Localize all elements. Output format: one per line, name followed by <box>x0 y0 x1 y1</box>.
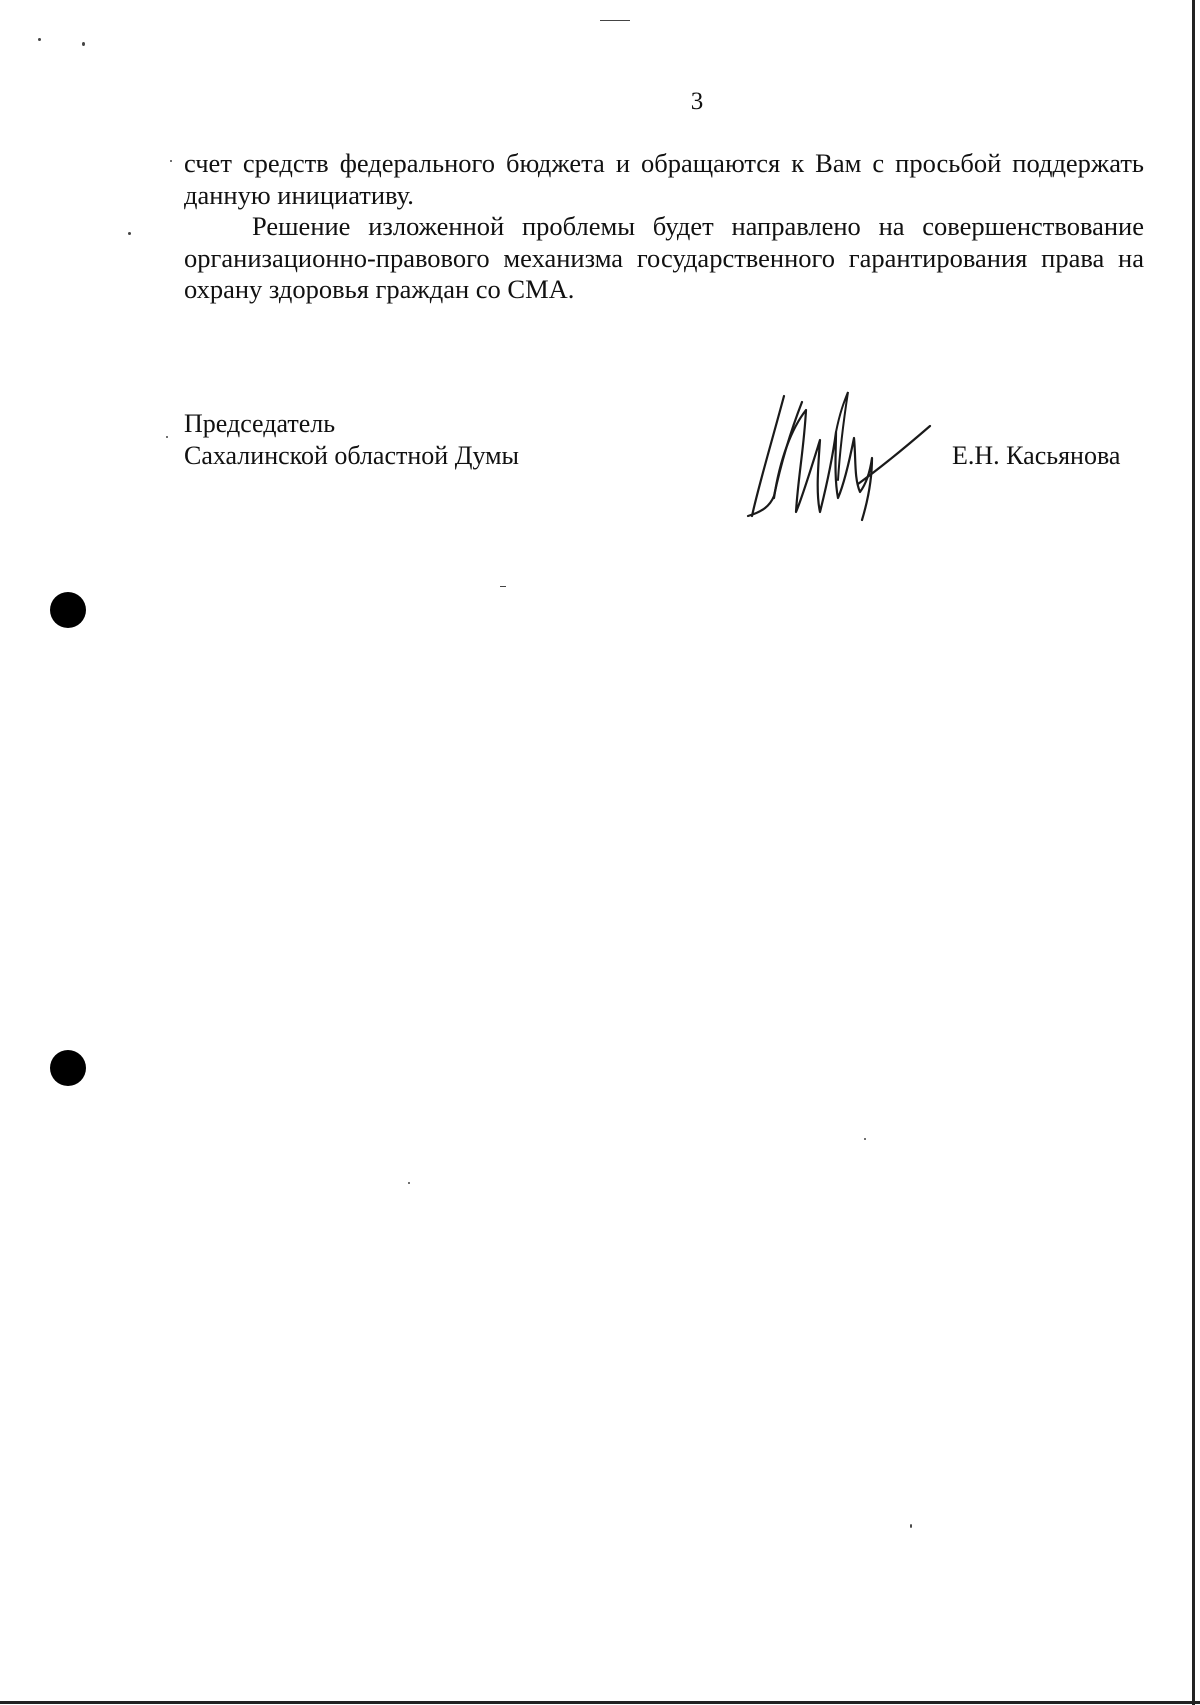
scan-edge-bottom <box>0 1701 1200 1704</box>
signatory-organization: Сахалинской областной Думы <box>184 441 520 470</box>
scan-speck <box>170 160 172 162</box>
scan-speck <box>500 586 506 587</box>
scan-speck <box>600 20 630 21</box>
signatory-position: Председатель <box>184 409 336 438</box>
scan-speck <box>166 436 168 438</box>
scan-speck <box>82 42 85 46</box>
letter-body <box>184 148 1144 306</box>
scan-speck <box>864 1138 866 1140</box>
handwritten-signature <box>740 388 940 528</box>
scan-speck <box>408 1182 410 1184</box>
scan-edge-right <box>1192 0 1195 1705</box>
scan-speck <box>38 38 41 41</box>
hole-punch-bottom <box>50 1050 86 1086</box>
paragraph-continuation: счет средств федерального бюджета и обращаются к Вам с просьбой поддержать данную инициативу. <box>184 148 1144 210</box>
signatory-title <box>184 408 519 472</box>
page-number: 3 <box>690 88 704 115</box>
scan-speck <box>910 1524 912 1528</box>
signer-name: Е.Н. Касьянова <box>952 441 1121 470</box>
hole-punch-top <box>50 592 86 628</box>
scan-speck <box>128 232 131 235</box>
paragraph-conclusion: Решение изложенной проблемы будет направлено на совершенствование организационно-правового механизма государственного гарантирования права на охрану здоровья граждан со СМА. <box>184 211 1144 304</box>
